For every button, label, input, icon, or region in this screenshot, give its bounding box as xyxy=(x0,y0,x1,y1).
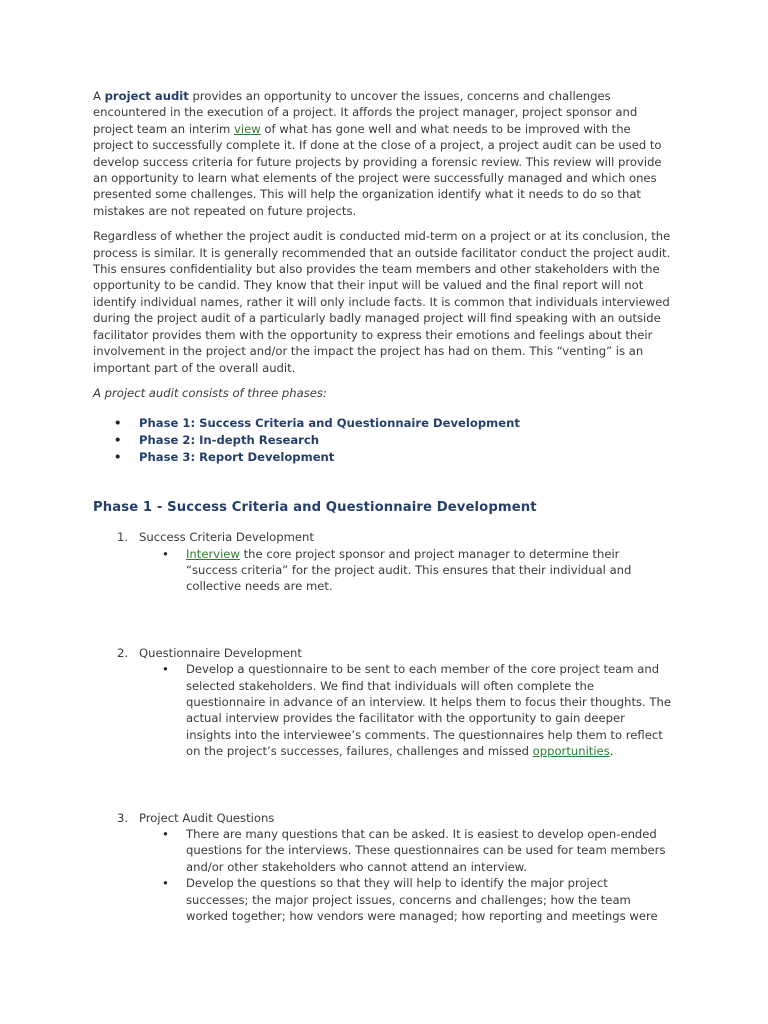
opportunities-link[interactable]: opportunities xyxy=(532,744,610,759)
interview-link[interactable]: Interview xyxy=(186,546,240,561)
process-paragraph: Regardless of whether the project audit is conducted mid-term on a project or at its conclusion, the process is similar. It is generally recommended that an outside facilitator conduct the project audit. This ensures confidentiality but also provides the team members and other stakeholders with the opportunity to be candid. They know that their input will be valued and the final report will not identify individual names, rather it will only include facts. It is common that individuals interviewed during the project audit of a particularly badly managed project will find speaking with an outside facilitator provides them with the opportunity to express their emotions and feelings about their involvement in the project and/or the impact the project has had on them. This “venting” is an important part of the overall audit. xyxy=(93,229,671,375)
item-number: 3. xyxy=(117,810,129,825)
item-bullets xyxy=(139,826,673,924)
item-number: 1. xyxy=(117,530,129,545)
bullet-item: • Develop the questions so that they will help to identify the major project successes; the major project issues, concerns and challenges; how the team worked together; how vendors were managed; how reporting and meetings were xyxy=(186,875,673,924)
phases-intro: A project audit consists of three phases: xyxy=(93,385,327,400)
para1-prefix: A xyxy=(93,89,105,103)
project-audit-term: project audit xyxy=(104,89,189,103)
item-title: Project Audit Questions xyxy=(139,810,275,825)
bullet-item xyxy=(186,661,673,759)
item-title: Questionnaire Development xyxy=(139,645,302,660)
bullet-end: . xyxy=(609,744,614,759)
section-heading: Phase 1 - Success Criteria and Questionnaire Development xyxy=(93,500,537,516)
para1-text-part1: provides an opportunity to uncover the issues, concerns and challenges encountered in the execution of a project. It affords the project manager, project sponsor and project team an interim xyxy=(93,89,638,136)
phase-list-item: • Phase 1: Success Criteria and Questionnaire Development xyxy=(139,415,673,432)
item-number: 2. xyxy=(117,645,129,660)
phase-list xyxy=(93,415,673,465)
item-title: Success Criteria Development xyxy=(139,530,314,545)
item-bullets xyxy=(139,661,673,759)
bullet-item: • There are many questions that can be asked. It is easiest to develop open-ended questions for the interviews. These questionnaires can be used for team members and/or other stakeholders who cannot attend an interview. xyxy=(186,826,673,875)
numbered-item-audit-questions xyxy=(117,810,673,925)
phase-list-item: • Phase 3: Report Development xyxy=(139,449,673,466)
bullet-text: the core project sponsor and project manager to determine their “success criteria” for the project audit. This ensures that their individual and collective needs are met. xyxy=(186,546,632,594)
document-page xyxy=(93,88,673,924)
bullet-item xyxy=(186,546,673,595)
intro-paragraph xyxy=(93,88,673,219)
item-bullets xyxy=(139,546,673,595)
phase-list-item: • Phase 2: In-depth Research xyxy=(139,432,673,449)
numbered-item-success-criteria xyxy=(117,529,673,595)
bullet-text: Develop a questionnaire to be sent to each member of the core project team and selected stakeholders. We find that individuals will often complete the questionnaire in advance of an interview. It helps them to focus their thoughts. The actual interview provides the facilitator with the opportunity to gain deeper insights into the interviewee’s comments. The questionnaires help them to reflect on the project’s successes, failures, challenges and missed xyxy=(186,662,671,759)
para1-text-part2: of what has gone well and what needs to be improved with the project to successfully complete it. If done at the close of a project, a project audit can be used to develop success criteria for future projects by providing a forensic review. This review will provide an opportunity to learn what elements of the project were successfully managed and which ones presented some challenges. This will help the organization identify what it needs to do so that mistakes are not repeated on future projects. xyxy=(93,121,662,218)
numbered-item-questionnaire xyxy=(117,645,673,760)
view-link[interactable]: view xyxy=(234,121,261,136)
